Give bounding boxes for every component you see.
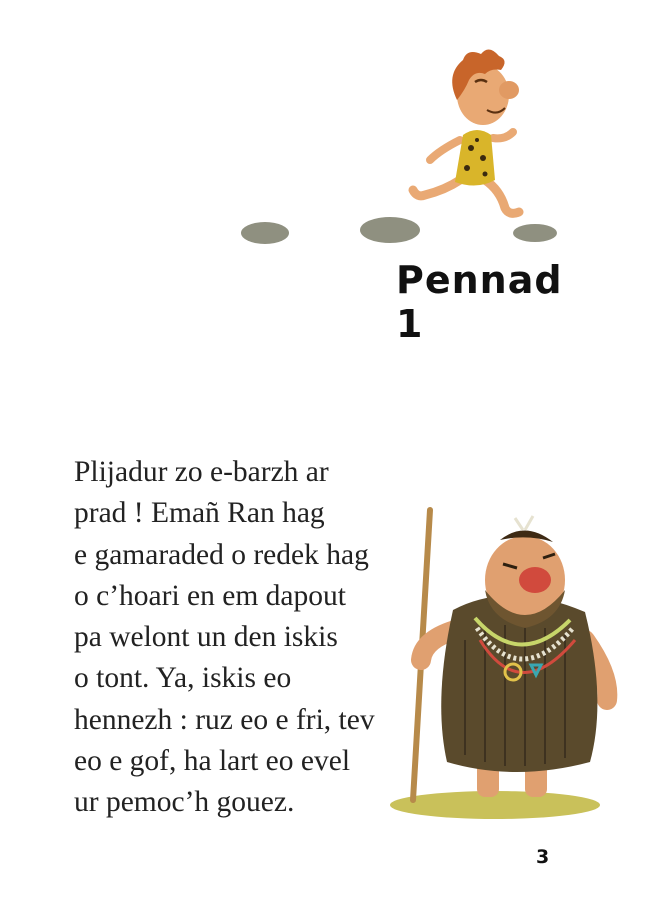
strange-man-illustration <box>385 500 625 830</box>
story-line: ur pemoc’h gouez. <box>74 786 295 819</box>
story-line: e gamaraded o redek hag <box>74 538 369 571</box>
story-line: pa welont un den iskis <box>74 621 338 654</box>
running-child-illustration <box>405 40 535 220</box>
page-number: 3 <box>536 846 550 868</box>
story-line: eo e gof, ha lart eo evel <box>74 745 351 778</box>
story-line: o c’hoari en em dapout <box>74 579 346 612</box>
chapter-title: Pennad 1 <box>396 258 563 346</box>
story-line: prad ! Emañ Ran hag <box>74 497 325 530</box>
stones-illustration <box>235 205 565 255</box>
story-line: Plijadur zo e-barzh ar <box>74 456 329 488</box>
story-line: o tont. Ya, iskis eo <box>74 662 292 695</box>
story-paragraph <box>74 452 404 824</box>
story-line: hennezh : ruz eo e fri, tev <box>74 703 375 736</box>
